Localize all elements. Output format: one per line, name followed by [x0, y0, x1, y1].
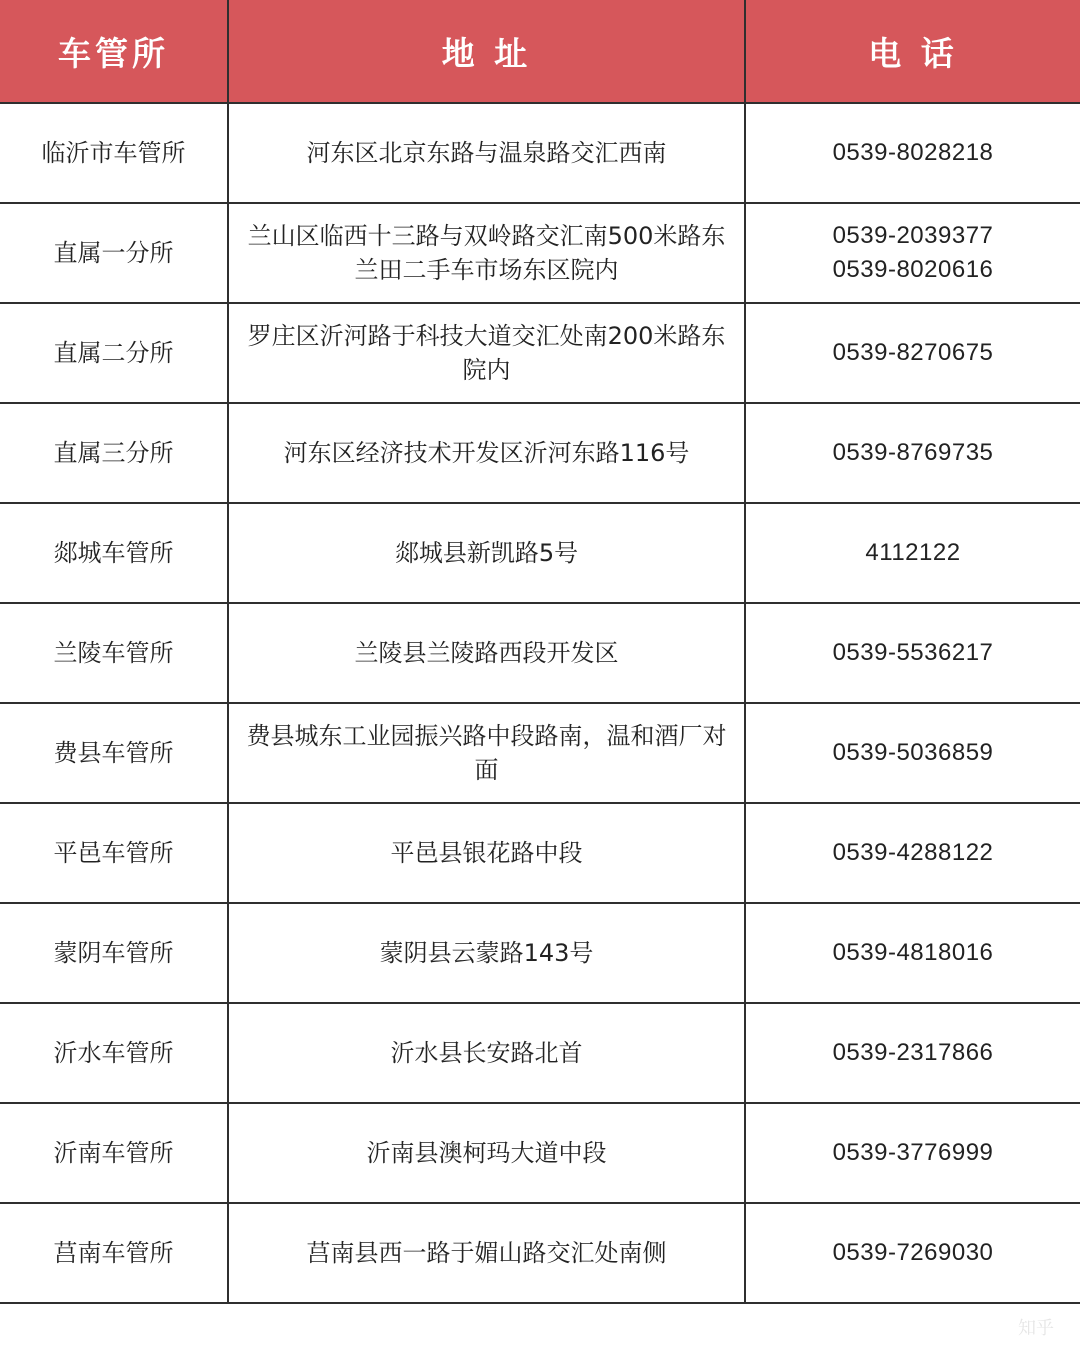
phone-number: 0539-3776999: [832, 1139, 994, 1166]
phone-number: 0539-4818016: [832, 939, 994, 966]
office-address: 兰陵县兰陵路西段开发区: [228, 603, 745, 703]
phone-number: 0539-8028218: [832, 139, 994, 166]
office-phone: [745, 1103, 1080, 1203]
table-row: [0, 1203, 1080, 1303]
office-phone: [745, 903, 1080, 1003]
office-address: 罗庄区沂河路于科技大道交汇处南200米路东院内: [228, 303, 745, 403]
office-phone: [745, 603, 1080, 703]
office-phone: [745, 103, 1080, 203]
table-row: [0, 903, 1080, 1003]
office-address: 蒙阴县云蒙路143号: [228, 903, 745, 1003]
table-row: [0, 603, 1080, 703]
office-address: 兰山区临西十三路与双岭路交汇南500米路东兰田二手车市场东区院内: [228, 203, 745, 303]
table-body: [0, 103, 1080, 1303]
office-name: 莒南车管所: [0, 1203, 228, 1303]
table-row: [0, 1003, 1080, 1103]
header-row: [0, 0, 1080, 103]
office-address: 平邑县银花路中段: [228, 803, 745, 903]
office-address: 河东区北京东路与温泉路交汇西南: [228, 103, 745, 203]
table-header: [0, 0, 1080, 103]
office-address: 沂南县澳柯玛大道中段: [228, 1103, 745, 1203]
office-name: 蒙阴车管所: [0, 903, 228, 1003]
header-phone: 电 话: [745, 0, 1080, 103]
table-row: [0, 803, 1080, 903]
table-row: [0, 1103, 1080, 1203]
office-name: 兰陵车管所: [0, 603, 228, 703]
table-row: [0, 403, 1080, 503]
office-name: 沂水车管所: [0, 1003, 228, 1103]
office-phone: [745, 703, 1080, 803]
phone-number: 0539-5036859: [832, 739, 994, 766]
phone-number: 0539-2317866: [832, 1039, 994, 1066]
phone-number: 0539-7269030: [832, 1239, 994, 1266]
phone-number: 0539-4288122: [832, 839, 994, 866]
office-address: 沂水县长安路北首: [228, 1003, 745, 1103]
office-name: 郯城车管所: [0, 503, 228, 603]
office-name: 平邑车管所: [0, 803, 228, 903]
office-address: 费县城东工业园振兴路中段路南，温和酒厂对面: [228, 703, 745, 803]
office-phone: [745, 203, 1080, 303]
office-name: 沂南车管所: [0, 1103, 228, 1203]
office-phone: [745, 403, 1080, 503]
office-name: 直属三分所: [0, 403, 228, 503]
table-row: [0, 203, 1080, 303]
header-office: 车管所: [0, 0, 228, 103]
office-phone: [745, 303, 1080, 403]
office-phone: [745, 1003, 1080, 1103]
table-row: [0, 503, 1080, 603]
office-phone: [745, 1203, 1080, 1303]
phone-number: 4112122: [865, 539, 961, 566]
phone-number: 0539-5536217: [832, 639, 994, 666]
office-phone: [745, 803, 1080, 903]
phone-number: 0539-8270675: [832, 339, 994, 366]
office-address: 郯城县新凯路5号: [228, 503, 745, 603]
watermark-logo: 知乎: [1018, 1318, 1054, 1339]
table-row: [0, 103, 1080, 203]
phone-number: 0539-2039377: [832, 222, 994, 249]
office-name: 临沂市车管所: [0, 103, 228, 203]
header-address: 地 址: [228, 0, 745, 103]
table-row: [0, 303, 1080, 403]
table-row: [0, 703, 1080, 803]
office-address: 河东区经济技术开发区沂河东路116号: [228, 403, 745, 503]
phone-number: 0539-8769735: [832, 439, 994, 466]
office-name: 直属二分所: [0, 303, 228, 403]
office-name: 直属一分所: [0, 203, 228, 303]
office-phone: [745, 503, 1080, 603]
office-name: 费县车管所: [0, 703, 228, 803]
office-address: 莒南县西一路于媚山路交汇处南侧: [228, 1203, 745, 1303]
phone-number: 0539-8020616: [832, 256, 994, 283]
